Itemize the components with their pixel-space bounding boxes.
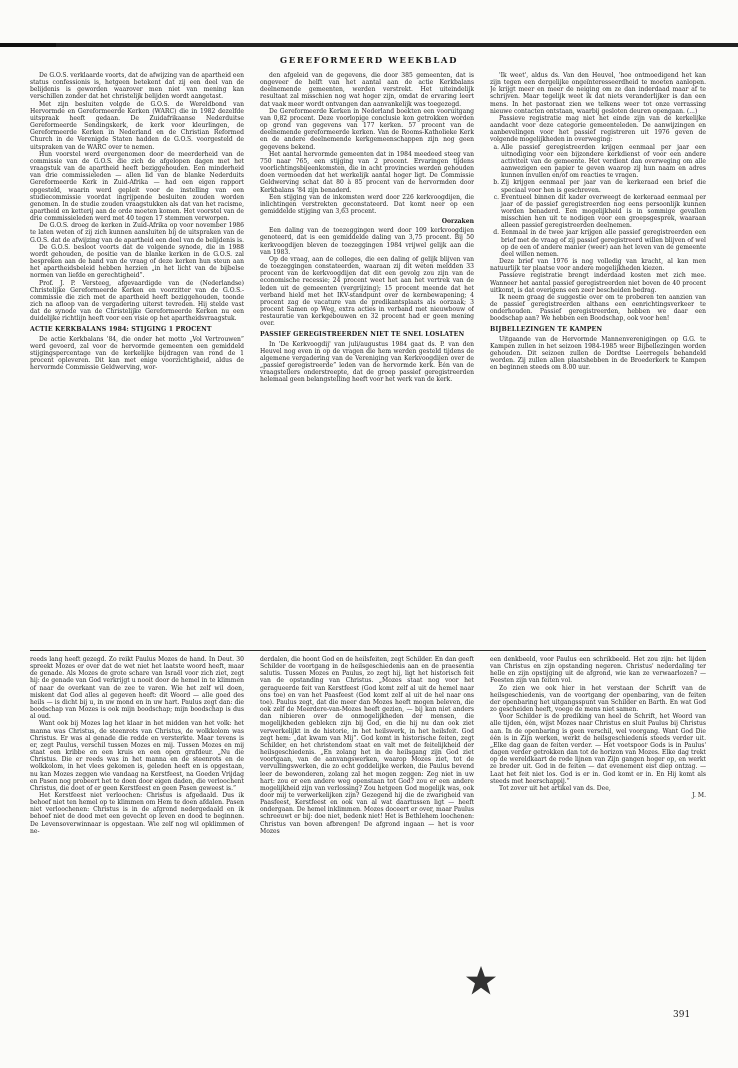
- author-initials: J. M.: [692, 791, 706, 799]
- paragraph: Deze brief van 1976 is nog volledig van kracht, al kan men natuurlijk ter plaatse voor andere mogelijkheden kiezen.: [490, 258, 706, 273]
- section-heading: ACTIE KERKBALANS 1984: STIJGING 1 PROCENT: [30, 326, 212, 334]
- paragraph: Het aantal hervormde gemeenten dat in 1984 meedeed steeg van 750 naar 765, een stijging van 2 procent. Ervaringen tijdens voorlichtingsbijeenkomsten, die in acht provincies werden gehouden doen vermoeden dat het werkelijk aantal hoger ligt. De Commissie Geldwerving schat dat 80 à 85 procent van de hervormden door Kerkbalans '84 zijn benaderd.: [260, 150, 474, 194]
- paragraph: Hun voorstel werd overgenomen door de meerderheid van de commissie van de G.O.S. die zich de afgelopen dagen met het vraagstuk van de apartheid heeft beziggehouden. Een minderheid van drie commissieleden — allen lid van de blanke Nederduits Gereformeerde Kerk in Zuid-Afrika — had een eigen rapport opgesteld, waarin werd gepleit voor de instelling van een studiecommissie voordat ingrijpende besluiten zouden worden genomen. In de studie zouden vraagstukken als dat van het racisme, apartheid en ketterij aan de orde moeten komen. Het voorstel van de drie commissieleden werd met 40 tegen 17 stemmen verworpen.: [30, 150, 244, 223]
- paragraph: Voor Schilder is de prediking van heel de Schrift, het Woord van alle tijden, één, wijst Mozes naar Christus en sluit Paulus bij Christus aan. In de openbaring is geen verschil, wel voorgang. Want God Die één is in Zijn werken, werkt de heilsgeschiedenis steeds verder uit. „Elke dag gaan de feiten verder. — Het voetspoor Gods is in Paulus' dagen verder getrokken dan tot de horizon van Mozes. Elke dag trekt op de wereldkaart de rode lijnen van Zijn gangen hoger op, en werkt ze breder uit. God in de feiten — dat evenement eist diep ontzag. — Laat het feit niet los. God is er in. God komt er in. En Hij komt als steeds met heerschappij.”: [490, 713, 706, 785]
- paragraph: Een daling van de toezeggingen werd door 109 kerkvoogdijen genoteerd, dat is een gemiddelde daling van 3,75 procent. Bij 50 kerkvoogdijen bleven de toezeggingen 1984 vrijwel gelijk aan die van 1983.: [260, 227, 474, 256]
- list-item: b. Zij krijgen eenmaal per jaar van de kerkeraad een brief die speciaal voor hen is geschreven.: [501, 179, 706, 193]
- paragraph: Met zijn besluiten volgde de G.O.S. de Wereldbond van Hervormde en Gereformeerde Kerken (WARC) die in 1982 dezelfde uitspraak heeft gedaan. De Zuidafrikaanse Nederduitse Gereformeerde Sendingskerk, de kerk voor kleurlingen, de Gereformeerde Kerken in Nederland en de Christian Reformed Church in de Verenigde Staten hadden de G.O.S. voorgesteld de uitspraken van de WARC over te nemen.: [30, 100, 244, 151]
- page-header: GEREFORMEERD WEEKBLAD: [279, 56, 459, 66]
- paragraph: De actie Kerkbalans '84, die onder het motto „Vol Vertrouwen” werd gevoerd, zal voor de hervormde gemeenten een gemiddeld stijgingspercentage van de kerkelijke bijdragen van rond de 1 procent opleveren. Dit kan met enige voorzichtigheid, aldus de hervormde Commissie Geldwerving, wor-: [30, 335, 244, 372]
- signoff: Tot zover uit het artikel van ds. Dee,: [499, 784, 611, 792]
- paragraph: De G.O.S. verklaarde voorts, dat de afwijzing van de apartheid een status confessionis is, hetgeen betekent dat zij een deel van de belijdenis is geworden waarover men niet van mening kan verschillen zonder dat het christelijk belijden wordt aangetast.: [30, 72, 244, 101]
- paragraph: De Gereformeerde Kerken in Nederland boekten een vooruitgang van 0,82 procent. Deze voorlopige conclusie kon getrokken worden op grond van gegevens van 177 kerken. 57 procent van de deelnemende gereformeerde kerken. Van de Rooms-Katholieke Kerk en de andere deelnemende kerkgemeenschappen zijn nog geen gegevens bekend.: [260, 107, 474, 151]
- page-number: 391: [673, 1010, 691, 1020]
- section-heading: PASSIEF GEREGISTREERDEN NIET TE SNEL LOSLATEN: [260, 331, 465, 339]
- paragraph: De G.O.S. besloot voorts dat de volgende synode, die in 1988 wordt gehouden, de positie van de blanke kerken in de G.O.S. zal bespreken aan de hand van de vraag of deze kerken hun steun aan het apartheidsbeleid hebben herzien „in het licht van de bijbelse normen van liefde en gerechtigheid”.: [30, 243, 244, 280]
- bottom-column-1: [30, 656, 244, 1001]
- paragraph: derdalen, die hoont God en de heilsfeiten, zegt Schilder. En dan geeft Schilder de voortgang in de heilsgeschiedenis aan en de praesentia salutis. Tussen Mozes en Paulus, zo zegt hij, ligt het historisch feit van de opstanding van Christus. „Mozes staat nog voor het geragueerde feit van Kerstfeest (God komt zelf al uit de hemel naar ons toe) en van het Paasfeest (God komt zelf al uit de hel naar ons toe). Paulus zegt, dat die meer dan Mozes heeft mogen beleven, die ook zelf de Meerdere-van-Mozes heeft gezien, — bij kan niet anders dan nibieren over de onmogelijkheden der mensen, die mogelijkheden geblekcn zijn bij God, en die hij nu dan ook ziet verwerkelijkt in de historie, in het heilswerk, in het heilsfeit. God zegt hem: „dat kwam van Mij”. God komt in historische feiten, zegt Schilder, en het christendom staat en valt met de feitelijkheid der heilsgeschiedenis. „En zolang het in de heilsgang zijn God ziet voortgaan, van de aanvangswerken, waarop Mozes ziet, tot de vervullingswerken, die zo echt goddelijke werken, die Paulus bevend leer de bewonderen, zolang zal het mogen zeggen: Zeg niet in uw hart: zou er een andere weg openstaan tot God? zou er een andere mogelijkheid zijn van verlossing? Zou hetgeen God mogelijk was, ook door mij te verwerkelijken zijn? Gezegend hij die de zwarigheid van Paasfeest, Kerstfeest en ook van al wat daartussen ligt — heeft ondergaan. De hemel inklimmen. Mozes doceert er over, maar Paulus schreeuwt er bij: doe niet, bedenk niet! Het is Bethlehem loochenen: Christus van boven afbrengen! De afgrond ingaan — het is voor Mozes: [260, 656, 474, 835]
- bottom-column-3: [490, 656, 706, 956]
- options-list: [490, 144, 706, 259]
- paragraph: Ik neem graag de suggestie over om te proberen ten aanzien van de passief geregistreerden althans een eenrichtingsverkeer te onderhouden. Passief geregistreerden, hebben we daar een boodschap aan? We hebben een Boodschap, ook voor hen!: [490, 293, 706, 323]
- list-item: a. Alle passief geregistreerden krijgen eenmaal per jaar een uitnodiging voor een bijzondere kerkdienst of voor een andere activiteit van de gemeente. Het verdient dan overweging om alle aanwezigen een papier te geven waarop zij hun naam en adres kunnen invullen en/of om reacties te vragen.: [501, 144, 706, 180]
- section-heading: BIJBELLEZINGEN TE KAMPEN: [490, 326, 603, 334]
- paragraph: een denkbeeld, voor Paulus een schrikbeeld. Het zou zijn: het lijden van Christus en zijn opstanding negeren. Christus' nederdaling ter helle en zijn opstijging uit de afgrond, wie kan ze verwaarlozen? — Feesten zijn van feiten vol.: [490, 656, 706, 685]
- paragraph: Prof. J. P. Versteeg, afgevaardigde van de (Nederlandse) Christelijke Gereformeerde Kerken en voorzitter van de G.O.S.-commissie die zich met de apartheid heeft beziggehouden, toonde zich na afloop van de vergadering uiterst tevreden. Hij stelde vast dat de synode van de Christelijke Gereformeerde Kerken nu een duidelijke richtlijn heeft voor een visie op het apartheidsvraagstuk.: [30, 279, 244, 323]
- top-column-2: [260, 72, 474, 640]
- paragraph: In 'De Kerkvoogdij' van juli/augustus 1984 gaat ds. P. van den Heuvel nog even in op de vragen die hem werden gesteld tijdens de algemene vergadering van de Vereniging van Kerkvoogdijen over de „passief geregistreerde” leden van de hervormde kerk. Eén van de vraagstellers onderstreepte, dat de groep passief geregistreerden helemaal geen belangstelling heeft voor het werk van de kerk.: [260, 340, 474, 384]
- top-column-1: [30, 72, 244, 640]
- paragraph: Het Kerstfeest niet verloochen: Christus is afgedaald. Dus ik behoef niet ten hemel op te klimmen om Hem te doen afdalen. Pasen niet verloochenen: Christus is in de afgrond nedergedaald en ik behoef niet de dood met een gevecht op leven en dood te beginnen. De Levensoverwinnaar is opgestaan. Wie zelf nog wil opklimmen of ne-: [30, 791, 244, 835]
- list-item: d. Eenmaal in de twee jaar krijgen alle passief geregistreerden een brief met de vraag of zij passief geregistreerd willen blijven of wel op de een of andere manier (weer) aan het leven van de gemeente deel willen nemen.: [501, 229, 706, 258]
- top-rule: [0, 43, 738, 47]
- paragraph: reeds lang heeft gezegd. Zo reikt Paulus Mozes de hand. In Deut. 30 spreekt Mozes er over dat de wet niet het laatste woord heeft, maar de genade. Als Mozes de grote schare van Israël voor zich ziet, zegt hij: de genade van God verkrijgt u nooit door de hemel in te klimmen of naar de overkant van de zee te varen. Wie het zelf wil doen, miskent dat God alles al gegeven heeft: dit Woord — alle goed des heils — is dicht bij u, in uw mond en in uw hart. Paulus zegt dan: die boodschap van Mozes is ook mijn boodschap; mijn boodschap is dus al oud.: [30, 656, 244, 721]
- top-column-3: [490, 72, 706, 640]
- section-divider: [30, 650, 706, 651]
- paragraph: 'Ik weet', aldus ds. Van den Heuvel, 'hoe ontmoedigend het kan zijn tegen een dergelijke ongeïnteresseerdheid te moeten aanlopen. Je krijgt meer en meer de neiging om ze dan inderdaad maar af te schrijven. Maar tegelijk weet ik dat niets veranderlijker is dan een mens. In het pastoraat zien we telkens weer tot onze verrassing nieuwe contacten ontstaan, waarbij gesloten deuren opengaan. (...): [490, 72, 706, 115]
- paragraph: Want ook bij Mozes lag het klaar in het midden van het volk: het manna was Christus, de steenrots van Christus, de wolkkolom was Christus. Er was al genade die redde en versterkte. Maar tevens is er, zegt Paulus, verschil tussen Mozes en mij. Tussen Mozes en mij staat een kribbe en een kruis en een open grafdeur. „Nu die Christus. Die er reeds was in het manna en de steenrots en de wolkkolom, in het vlees gekomen is, geleden heeft en is opgestaan, nu kan Mozes zeggen wie vandaag na Kerstfeest, na Goeden Vrijdag en Pasen nog probeert het te doen door eigen daden, die verloochent Christus, die doet of er geen Kerstfeest en geen Pasen geweest is.”: [30, 720, 244, 792]
- list-item: c. Eventueel binnen dit kader overweegt de kerkeraad eenmaal per jaar of de passief geregistreerden nog eens persoonlijk kunnen worden benaderd. Een mogelijkheid is in sommige gevallen misschien hen uit te nodigen voor een groepsgesprek, waaraan alleen passief geregistreerden deelnemen.: [501, 194, 706, 230]
- paragraph: Passieve registratie mag niet het einde zijn van de kerkelijke aandacht voor deze categorie gemeenteleden. De aanwijzingen en aanbevelingen voor het passief registreren uit 1976 geven de volgende mogelijkheden in overweging:: [490, 114, 706, 144]
- star-ornament-icon: [465, 965, 497, 997]
- bottom-column-2: [260, 656, 474, 1001]
- paragraph: Een stijging van de inkomsten werd door 226 kerkvoogdijen, die inlichtingen verstrekten geconstateerd. Dat komt neer op een gemiddelde stijging van 3,63 procent.: [260, 193, 474, 215]
- paragraph: Op de vraag, aan de colleges, die een daling of gelijk blijven van de toezeggingen constateerden, waaraan zij dit weten meldden 33 procent van de kerkvoogdijen dat dit een gevolg zou zijn van de economische recessie; 24 procent weet het aan het vertrek van de leden uit de gemeenten (vergrijzing); 15 procent meende dat het verband hield met het IKV-standpunt over de kernbewapening; 4 procent zag de vacature van de predikantsplaats als oorzaak; 3 procent Samen op Weg, extra acties in verband met nieuwbouw of restauratie van kerkgebouwen en 32 procent had er geen mening over.: [260, 255, 474, 328]
- paragraph: De G.O.S. droeg de kerken in Zuid-Afrika op voor november 1986 te laten weten of zij zich kunnen aansluiten bij de uitspraken van de G.O.S. dat de afwijzing van de apartheid een deel van de belijdenis is.: [30, 222, 244, 244]
- paragraph: den afgeleid van de gegevens, die door 385 gemeenten, dat is ongeveer de helft van het aantal aan de actie Kerkbalans deelnemende gemeenten, werden verstrekt. Het uiteindelijk resultaat zal misschien nog wat hoger zijn, omdat de ervaring leert dat vaak meer wordt ontvangen dan aanvankelijk was toegezegd.: [260, 72, 474, 108]
- subheading: Oorzaken: [441, 218, 474, 226]
- paragraph: Zo zien we ook hier in het verstaan der Schrift van de heilsgeschiedenis, van de voortgang der openbaring, van de feiten der openbaring het uitgangsspunt van Schilder en Barth. En wat God zo gescheiden heeft, voege de mens niet samen.: [490, 684, 706, 714]
- paragraph: Passieve registratie brengt inderdaad kosten met zich mee. Wanneer het aantal passief geregistreerden niet boven de 40 procent uitkomt, is dat overigens een zeer bescheiden bedrag.: [490, 272, 706, 294]
- paragraph: Uitgaande van de Hervormde Mannenverenigingen op G.G. te Kampen zullen in het seizoen 1984-1985 weer Bijbellezingen worden gehouden. Dit seizoen zullen de Dordtse Leerregels behandeld worden. Zij zullen allen plaatshebben in de Broederkerk te Kampen en beginnen steeds om 8.00 uur.: [490, 335, 706, 372]
